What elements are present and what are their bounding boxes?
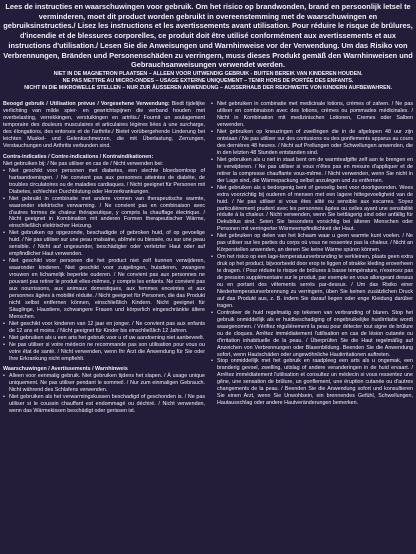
notice-french: NE PAS METTRE AU MICRO-ONDES – USAGE EXTERNE UNIQUEMENT – TENIR HORS DE PORTÉE DES ENFANTS.	[62, 78, 354, 85]
list-item: • Niet gebruiken op delen van het lichaam waar u geen warmte kunt voelen. / Ne pas utiliser sur les parties du corps où vous ne ressentez pas la chaleur. / Nicht an Körperstellen anwenden, an denen Sie keine Wärme spüren können.	[211, 233, 413, 254]
left-column	[3, 101, 205, 419]
list-item: • Om het risico op een lage-temperatuurverbranding te verkleinen, plaats geen extra druk op het product, bijvoorbeeld door erop te liggen of strakke kleding eroverheen te dragen. / Pour réduire le risque de brûlures à basse température, n'exercez pas de pression supplémentaire sur le produit, par exemple en vous allongeant dessus ou en portant des vêtements serrés par-dessus. / Um das Risiko einer Niedertemperaturverbrennung zu verringern, üben Sie keinen zusätzlichen Druck auf das Produkt aus, z. B. indem Sie darauf liegen oder enge Kleidung darüber tragen.	[211, 254, 413, 310]
notice-dutch: NIET IN DE MAGNETRON PLAATSEN – ALLEEN VOOR UITWENDIG GEBRUIK - BUITEN BEREIK VAN KINDEREN HOUDEN.	[53, 70, 363, 77]
usage-text: Biedt tijdelijke verlichting van milde spier- en gewrichtspijnen die verband houden met overbelasting, verrekkingen, verstuikingen en artritis./ Fournit un soulagement temporaire des douleurs musculaires et articulaires légères liées à une surcharge, des élongations, des entorses et de l'arthrite./ Bietet vorübergehende Linderung bei leichten Muskel- und Gelenkschmerzen, die mit Überlastung, Zerrungen, Verstauchungen und Arthritis verbunden sind.	[3, 101, 205, 149]
list-item: • Niet gebruiken als u bedorgenig bent of gevoelig bent voor doorligwonden. Wees extra voorzichtig bij ouderen of mensen met een lagere hittegevoeligheid van de huid. / Ne pas utiliser si vous êtes alité ou sensible aux escarres. Soyez particulièrement prudent avec les personnes âgées ou celles ayant une sensibilité réduite à la chaleur. / Nicht verwenden, wenn Sie bettlägerig sind oder anfällig für Dekubitus sind. Seien Sie besonders vorsichtig bei älteren Menschen oder Personen mit verringerter Wärmeempfindlichkeit der Haut.	[211, 185, 413, 234]
two-column-body	[3, 101, 413, 419]
list-item: • Stop onmiddellijk met het gebruik en raadpleeg een arts als u ongemak, een branderig gevoel, zwelling, uitslag of andere veranderingen in de huid ervaart. / Arrêtez immédiatement l'utilisation et consultez un médecin si vous ressentez une gêne, une sensation de brûlure, un gonflement, une éruption cutanée ou d'autres changements de la peau. / Beenden Sie die Anwendung sofort und konsultieren Sie einen Arzt, wenn Sie Unwohlsein, ein brennendes Gefühl, Schwellungen, Hautausschlag oder andere Hautveränderungen bemerken.	[211, 358, 413, 407]
right-column	[211, 101, 413, 419]
contra-intro: Niet gebruiken bij: / Ne pas utiliser en cas de / Nicht verwenden bei:	[3, 160, 164, 167]
list-item: • Niet gebruiken als het verwarmingskussen beschadigd of geschonden is. / Ne pas utiliser si le coussin chauffant est endommagé ou déchiré. / Nicht verwenden, wenn das Wärmekissen beschädigt oder gerissen ist.	[3, 394, 205, 415]
notice-german: NICHT IN DIE MIKROWELLE STELLEN – NUR ZUR ÄUSSEREN ANWENDUNG – AUSSERHALB DER REICHWEITE VON KINDERN AUFBEWAHREN.	[24, 85, 392, 92]
list-item: • Niet gebruikt in combinatie met andere vormen van therapeutische warmte, waaronder elektrische verwarming. / Ne convient pas en combinaison avec d'autres formes de chaleur thérapeutique, y compris la chauffage électrique. / Nicht geeignet in Kombination mit anderen Formen therapeutischer Wärme, einschließlich elektrischer Heizung.	[3, 196, 205, 231]
notice-block	[3, 71, 413, 92]
list-item: • Niet geschikt voor personen die het product niet zelf kunnen verwijderen, waaronder kinderen. Niet geschikt voor zuigelingen, huisdieren, zwangere vrouwen en lichamelijk beperkte ouderen. / Ne convient pas aux personnes ne pouvant pas retirer le produit elles-mêmes, y compris les enfants. Ne convient pas aux nourrissons, aux animaux domestiques, aux femmes enceintes et aux personnes âgées à mobilité réduite. / Nicht geeignet für Personen, die das Produkt nicht selbst entfernen können, einschließlich Kindern. Nicht geeignet für Säuglinge, Haustiere, schwangere Frauen und körperlich eingeschränkte ältere Menschen.	[3, 258, 205, 321]
list-item: • Niet gebruiken in combinatie met medicinale lotions, crèmes of zalven. / Ne pas utiliser en combinaison avec des lotions, crèmes ou pommades médicinales. / Nicht in Kombination mit medizinischen Lotionen, Cremes oder Salben verwenden.	[211, 101, 413, 129]
warnings-list-continued	[211, 101, 413, 407]
usage-title: Beoogd gebruik / Utilisation prévue / Vorgesehene Verwendung:	[3, 101, 170, 108]
list-item: • Niet gebruiken als u niet in staat bent om de warmteafgifte zelf aan te brengen en te verwijderen. / Ne pas utiliser si vous n'êtes pas en mesure d'appliquer et de retirer la compresse chauffante vous-même. / Nicht verwenden, wenn Sie nicht in der Lage sind, die Wärmepackung selbst anzulegen und zu entfernen.	[211, 157, 413, 185]
list-item: • Controleer de huid regelmatig op tekenen van verbranding of blaren. Stop het gebruik onmiddellijk als er huidbeschadiging of ongebruikelijke huidirritatie wordt waargenomen. / Vérifiez régulièrement la peau pour détecter tout signe de brûlure ou de cloques. Arrêtez immédiatement l'utilisation en cas de lésion cutanée ou d'irritation inhabituelle de la peau. / Überprüfen Sie die Haut regelmäßig auf Anzeichen von Verbrennungen oder Blasenbildung. Beenden Sie die Anwendung sofort, wenn Hautschäden oder ungewöhnliche Hautirritationen auftreten.	[211, 310, 413, 359]
list-item: • Niet gebruiken als u een arts het gebruik voor u of uw aandoening niet aanbeveelt.	[3, 335, 205, 342]
list-item: • Alleen voor eenmalig gebruik. Niet gebruiken tijdens het slapen. / À usage unique uniquement. Ne pas utiliser pendant le sommeil. / Nur zum einmaligen Gebrauch. Nicht während des Schlafens verwenden.	[3, 373, 205, 394]
contra-list	[3, 168, 205, 363]
intro-paragraph: Lees de instructies en waarschuwingen voor gebruik. Om het risico op brandwonden, brand en persoonlijk letsel te verminderen, moet dit product worden gebruikt in overeenstemming met de waarschuwingen en gebruiksinstructies./ Lisez les instructions et les avertissements avant utilisation. Pour réduire le risque de brûlures, d'incendie et de blessures corporelles, ce produit doit être utilisé conformément aux avertissements et aux instructions d'utilisation./ Lesen Sie die Anweisungen und Warnhinweise vor der Verwendung. Um das Risiko von Verbrennungen, Bränden und Personenschäden zu verringern, muss dieses Produkt gemäß den Warnhinweisen und Gebrauchsanweisungen verwendet werden.	[3, 2, 413, 70]
usage-section	[3, 101, 205, 150]
contra-title: Contra-indicaties / Contre-indications / Kontraindikationen:	[3, 153, 154, 160]
list-item: • Niet geschikt voor kinderen van 12 jaar en jonger. / Ne convient pas aux enfants de 12 ans et moins. / Nicht geeignet für Kinder bis einschließlich 12 Jahren.	[3, 321, 205, 335]
warnings-title: Waarschuwingen / Avertissements / Warnhinweis	[3, 366, 128, 373]
contra-heading-block	[3, 154, 205, 168]
list-item: • Ne pas utiliser si votre médecin ne recommande pas son utilisation pour vous ou votre état de santé. / Nicht verwenden, wenn Ihr Arzt die Anwendung für Sie oder Ihre Erkrankung nicht empfiehlt.	[3, 342, 205, 363]
list-item: • Niet geschikt voor personen met diabetes, een slechte bloedsomloop of hartaandoeningen. / Ne convient pas aux personnes atteintes de diabète, de troubles circulatoires ou de maladies cardiaques. / Nicht geeignet für Personen mit Diabetes, schlechter Durchblutung oder Herzerkrankungen.	[3, 168, 205, 196]
list-item: • Niet gebruiken op opgezonde, beschadigde of gebroken huid, of op gevoelige huid. / Ne pas utiliser sur une peau malsaine, abîmée ou blessée, ou sur une peau sensible. / Nicht auf ungesunder, beschädigter oder verletzter Haut oder auf empfindlicher Haut verwenden.	[3, 230, 205, 258]
warnings-list	[3, 373, 205, 415]
list-item: • Niet gebruiken op kneuzingen of zwellingen die in de afgelopen 48 uur zijn ontstaan / Ne pas utiliser sur des contusions ou des gonflements apparus au cours des dernières 48 heures. / Nicht auf Prellungen oder Schwellungen anwenden, die in den letzten 48 Stunden entstanden sind.	[211, 129, 413, 157]
